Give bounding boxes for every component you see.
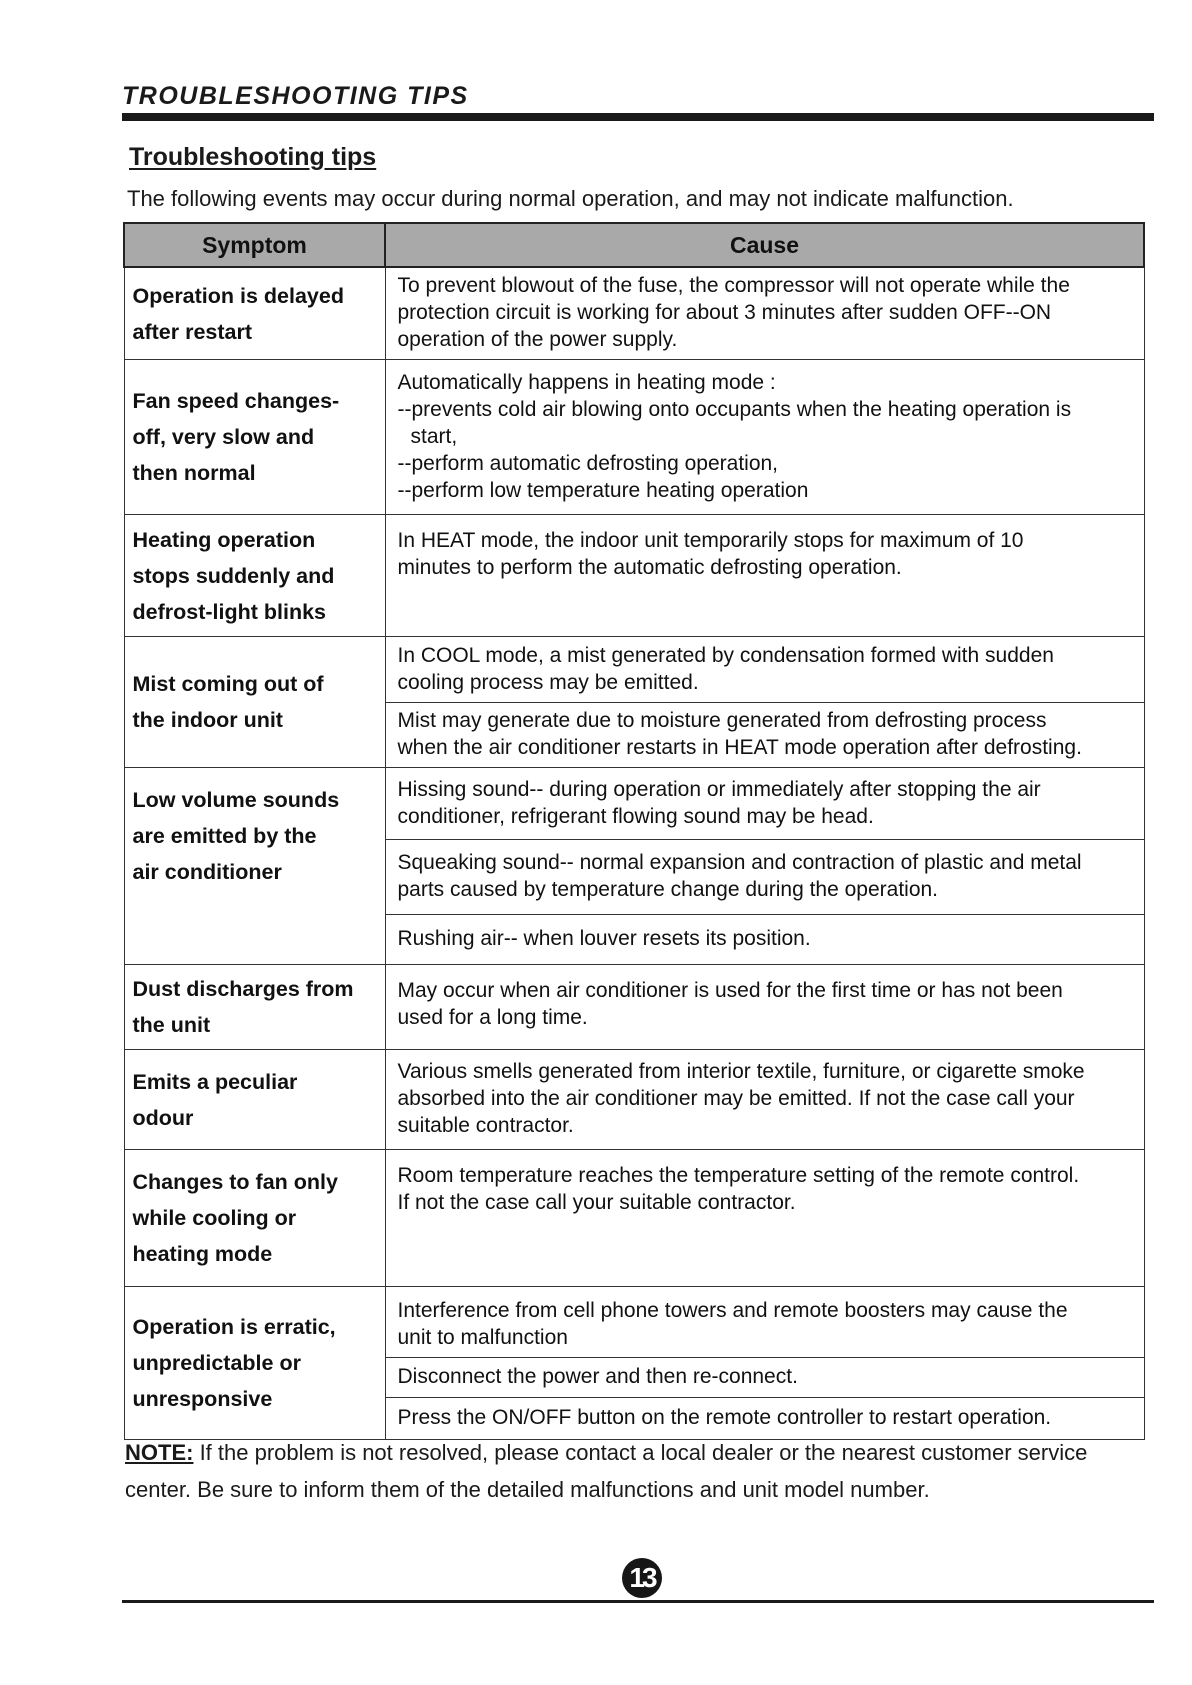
cause-line: minutes to perform the automatic defrosting operation. xyxy=(397,556,902,579)
symptom-line: Emits a peculiar xyxy=(132,1069,298,1094)
cause-line: May occur when air conditioner is used for the first time or has not been xyxy=(397,979,1063,1002)
cause-line: To prevent blowout of the fuse, the compressor will not operate while the xyxy=(397,274,1070,297)
symptom-line: then normal xyxy=(132,461,256,485)
cause-cell xyxy=(385,1150,1144,1287)
symptom-line: while cooling or xyxy=(132,1206,297,1230)
cause-line: cooling process may be emitted. xyxy=(397,670,699,694)
cause-cell xyxy=(385,637,1144,703)
cause-cell xyxy=(385,965,1144,1050)
symptom-cell xyxy=(124,515,385,637)
symptom-column-header: Symptom xyxy=(124,223,385,267)
cause-line: In HEAT mode, the indoor unit temporarily stops for maximum of 10 xyxy=(397,529,1024,552)
table-body xyxy=(124,267,1144,1440)
table-row xyxy=(124,965,1144,1050)
symptom-line: odour xyxy=(132,1105,194,1130)
symptom-line: the indoor unit xyxy=(132,708,283,732)
symptom-line: off, very slow and xyxy=(132,425,315,449)
symptom-line: stops suddenly and xyxy=(132,563,335,588)
section-title: Troubleshooting tips xyxy=(129,143,377,171)
table-row xyxy=(124,515,1144,637)
symptom-line: defrost-light blinks xyxy=(132,599,326,624)
footer-rule xyxy=(122,1600,1154,1603)
cause-cell xyxy=(385,768,1144,840)
cause-column-header: Cause xyxy=(385,223,1144,267)
troubleshooting-table xyxy=(123,222,1145,1440)
table-row xyxy=(124,267,1144,360)
cause-line: Squeaking sound-- normal expansion and contraction of plastic and metal xyxy=(397,851,1082,874)
symptom-cell xyxy=(124,768,385,965)
cause-cell xyxy=(385,1358,1144,1398)
table-row xyxy=(124,1150,1144,1287)
cause-line: Rushing air-- when louver resets its position. xyxy=(397,927,811,950)
cause-line: Room temperature reaches the temperature setting of the remote control. xyxy=(397,1164,1080,1187)
cause-cell xyxy=(385,915,1144,965)
cause-line: suitable contractor. xyxy=(397,1114,574,1137)
cause-line: --prevents cold air blowing onto occupants when the heating operation is xyxy=(397,397,1072,421)
symptom-line: Fan speed changes- xyxy=(132,389,340,413)
cause-line: Hissing sound-- during operation or immediately after stopping the air xyxy=(397,777,1041,801)
cause-line: --perform low temperature heating operation xyxy=(397,478,809,502)
symptom-line: Operation is erratic, xyxy=(132,1315,336,1339)
cause-line: Automatically happens in heating mode : xyxy=(397,370,776,394)
symptom-line: unresponsive xyxy=(132,1387,273,1411)
header-rule xyxy=(122,113,1154,121)
symptom-line: Heating operation xyxy=(132,527,316,552)
symptom-line: heating mode xyxy=(132,1242,273,1266)
cause-cell xyxy=(385,267,1144,360)
symptom-line: the unit xyxy=(132,1013,211,1037)
cause-line: Various smells generated from interior textile, furniture, or cigarette smoke xyxy=(397,1060,1085,1083)
symptom-line: after restart xyxy=(132,319,252,344)
cause-line: --perform automatic defrosting operation, xyxy=(397,451,779,475)
cause-line: start, xyxy=(410,424,458,448)
symptom-cell xyxy=(124,637,385,768)
symptom-line: Changes to fan only xyxy=(132,1170,338,1194)
symptom-line: are emitted by the xyxy=(132,824,317,848)
table-row xyxy=(124,768,1144,840)
table-header-row xyxy=(124,223,1144,267)
cause-line: absorbed into the air conditioner may be emitted. If not the case call your xyxy=(397,1087,1075,1110)
page-header-title: TROUBLESHOOTING TIPS xyxy=(122,82,469,110)
cause-cell xyxy=(385,1287,1144,1358)
cause-line: protection circuit is working for about 3 minutes after sudden OFF--ON xyxy=(397,301,1052,324)
page-number-badge: 13 xyxy=(622,1558,662,1598)
table-row xyxy=(124,360,1144,515)
section-intro: The following events may occur during normal operation, and may not indicate malfunction. xyxy=(127,186,1014,211)
symptom-line: Mist coming out of xyxy=(132,672,324,696)
cause-line: If not the case call your suitable contractor. xyxy=(397,1191,796,1214)
cause-cell xyxy=(385,360,1144,515)
cause-line: unit to malfunction xyxy=(397,1326,568,1349)
symptom-cell xyxy=(124,1050,385,1150)
symptom-line: Low volume sounds xyxy=(132,788,340,812)
cause-cell xyxy=(385,1050,1144,1150)
symptom-cell xyxy=(124,1287,385,1440)
symptom-line: unpredictable or xyxy=(132,1351,301,1375)
note-label: NOTE: xyxy=(125,1440,194,1465)
cause-cell xyxy=(385,515,1144,637)
table-row xyxy=(124,637,1144,703)
symptom-cell xyxy=(124,360,385,515)
cause-line: operation of the power supply. xyxy=(397,328,678,351)
cause-line: Press the ON/OFF button on the remote controller to restart operation. xyxy=(397,1406,1052,1429)
cause-line: Mist may generate due to moisture generated from defrosting process xyxy=(397,709,1047,732)
table-row xyxy=(124,1050,1144,1150)
symptom-cell xyxy=(124,267,385,360)
symptom-line: air conditioner xyxy=(132,860,282,884)
symptom-line: Dust discharges from xyxy=(132,977,354,1001)
symptom-line: Operation is delayed xyxy=(132,283,344,308)
cause-line: used for a long time. xyxy=(397,1006,588,1029)
cause-line: conditioner, refrigerant flowing sound may be head. xyxy=(397,804,874,828)
cause-line: parts caused by temperature change during the operation. xyxy=(397,878,939,901)
cause-line: Interference from cell phone towers and remote boosters may cause the xyxy=(397,1299,1068,1322)
note-text: If the problem is not resolved, please contact a local dealer or the nearest customer service center. Be sure to inform them of the detailed malfunctions and unit model number. xyxy=(125,1440,1088,1502)
cause-cell xyxy=(385,840,1144,915)
cause-line: Disconnect the power and then re-connect. xyxy=(397,1365,798,1388)
symptom-cell xyxy=(124,965,385,1050)
table-row xyxy=(124,1287,1144,1358)
cause-cell xyxy=(385,703,1144,768)
symptom-cell xyxy=(124,1150,385,1287)
note-paragraph xyxy=(125,1434,1145,1508)
cause-line: In COOL mode, a mist generated by condensation formed with sudden xyxy=(397,643,1054,667)
cause-line: when the air conditioner restarts in HEAT mode operation after defrosting. xyxy=(397,736,1082,759)
